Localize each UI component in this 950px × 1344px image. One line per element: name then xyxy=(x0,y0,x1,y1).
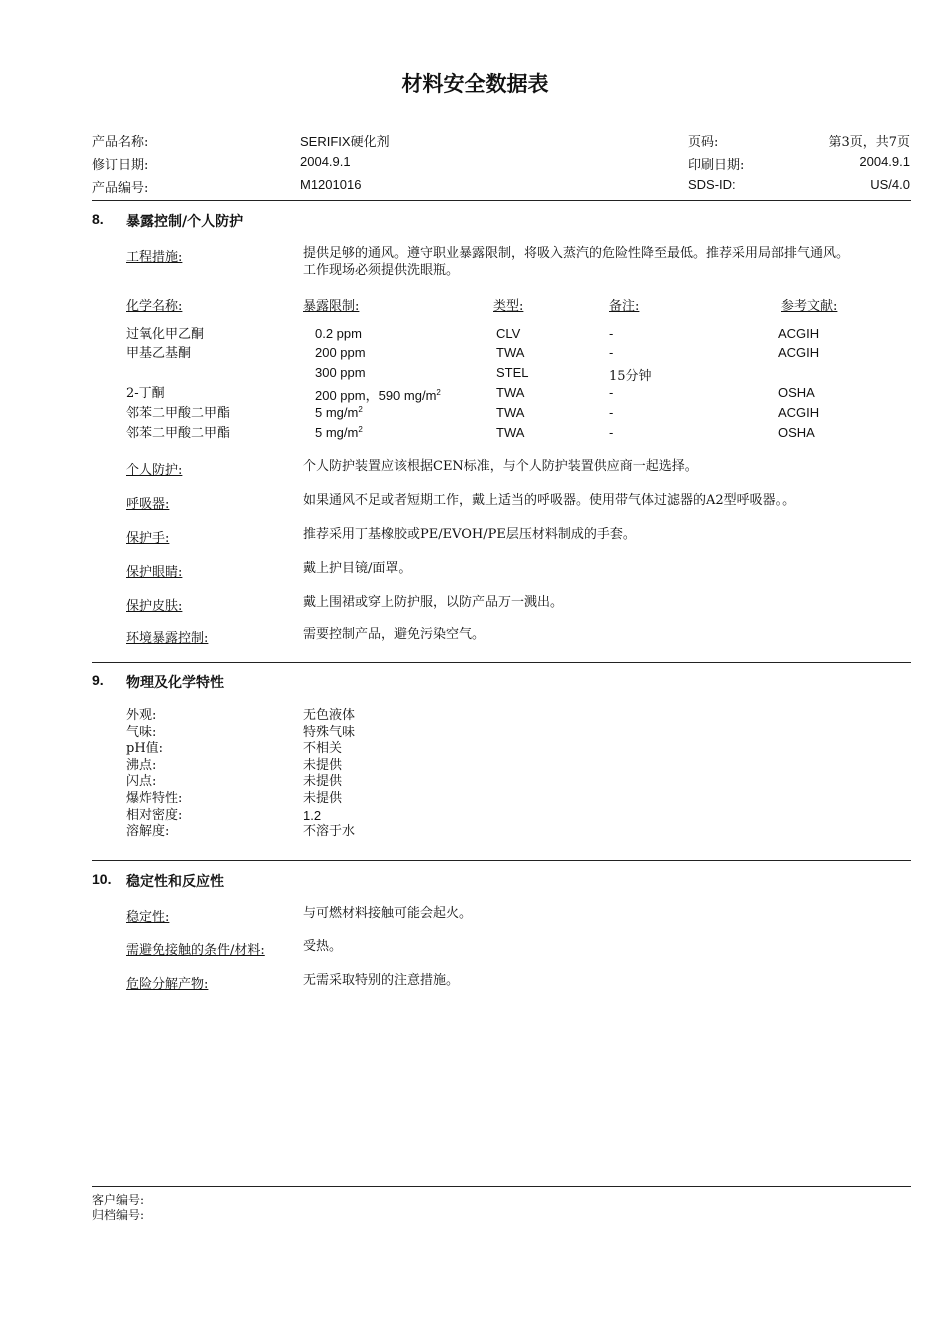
ppe-label: 个人防护: xyxy=(126,463,183,478)
product-code-value: M1201016 xyxy=(300,177,362,192)
table-row-reference: ACGIH xyxy=(778,326,820,341)
table-row-reference: OSHA xyxy=(778,425,815,440)
stability-text: 与可燃材料接触可能会起火。 xyxy=(303,906,473,921)
property-value: 无色液体 xyxy=(303,708,356,723)
engineering-text-line1: 提供足够的通风。遵守职业暴露限制，将吸入蒸汽的危险性降至最低。推荐采用局部排气通风。 xyxy=(303,246,850,261)
table-row-limit: 200 ppm xyxy=(315,345,366,360)
property-value: 未提供 xyxy=(303,757,343,773)
limit-superscript: 2 xyxy=(358,425,363,434)
section10-number: 10. xyxy=(92,871,112,887)
table-row-type: CLV xyxy=(496,326,521,341)
table-row-type: TWA xyxy=(496,385,525,400)
header-divider xyxy=(92,200,911,201)
property-label: pH值: xyxy=(126,741,164,757)
table-row-limit: 0.2 ppm xyxy=(315,326,362,341)
property-label: 气味: xyxy=(126,724,157,740)
skin-protection-label: 保护皮肤: xyxy=(126,599,183,614)
property-value: 不溶于水 xyxy=(303,824,356,840)
section10-title: 稳定性和反应性 xyxy=(126,874,224,890)
property-label: 闪点: xyxy=(126,774,157,790)
hand-protection-text: 推荐采用丁基橡胶或PE/EVOH/PE层压材料制成的手套。 xyxy=(303,527,636,542)
archive-number-label: 归档编号: xyxy=(92,1208,145,1222)
table-row-note: - xyxy=(609,425,614,440)
table-row-note: - xyxy=(609,385,614,400)
customer-number-label: 客户编号: xyxy=(92,1193,145,1207)
table-row-limit: 300 ppm xyxy=(315,365,366,380)
avoid-conditions-label: 需避免接触的条件/材料: xyxy=(126,943,265,958)
skin-protection-text: 戴上围裙或穿上防护服，以防产品万一溅出。 xyxy=(303,595,564,610)
property-label: 溶解度: xyxy=(126,824,170,840)
table-row-limit xyxy=(315,405,363,420)
table-row-note: - xyxy=(609,326,614,341)
section8-divider xyxy=(92,662,911,663)
stability-label: 稳定性: xyxy=(126,910,170,925)
table-row-limit xyxy=(315,385,441,404)
limit-text: 5 mg/m xyxy=(315,425,359,440)
revision-date-label: 修订日期: xyxy=(92,158,149,173)
table-row-note: - xyxy=(609,345,614,360)
section8-title: 暴露控制/个人防护 xyxy=(126,214,244,230)
table-row-chemical: 过氧化甲乙酮 xyxy=(126,327,205,342)
footer-divider xyxy=(92,1186,911,1187)
section9-number: 9. xyxy=(92,672,104,688)
limit-superscript: 2 xyxy=(436,388,441,397)
document-title: 材料安全数据表 xyxy=(401,72,549,96)
table-row-chemical: 甲基乙基酮 xyxy=(126,346,192,361)
product-name-label: 产品名称: xyxy=(92,135,149,150)
eye-protection-label: 保护眼睛: xyxy=(126,565,183,580)
avoid-conditions-text: 受热。 xyxy=(303,939,343,954)
revision-date-value: 2004.9.1 xyxy=(300,154,351,169)
section8-number: 8. xyxy=(92,211,104,227)
property-value: 未提供 xyxy=(303,774,343,790)
print-date-value: 2004.9.1 xyxy=(859,154,910,169)
table-row-chemical: 2-丁酮 xyxy=(126,386,165,401)
table-row-reference: OSHA xyxy=(778,385,815,400)
table-row-note: 15分钟 xyxy=(609,369,652,384)
engineering-text-line2: 工作现场必须提供洗眼瓶。 xyxy=(303,263,460,278)
respirator-text: 如果通风不足或者短期工作，戴上适当的呼吸器。使用带气体过滤器的A2型呼吸器。。 xyxy=(303,493,796,508)
table-row-note: - xyxy=(609,405,614,420)
page-value: 第3页，共7页 xyxy=(828,135,910,150)
properties-labels xyxy=(126,708,182,841)
environmental-control-label: 环境暴露控制: xyxy=(126,631,209,646)
col-header-limit: 暴露限制: xyxy=(303,299,360,314)
property-label: 爆炸特性: xyxy=(126,790,183,806)
property-value: 不相关 xyxy=(303,741,343,757)
property-label: 沸点: xyxy=(126,757,157,773)
table-row-type: TWA xyxy=(496,425,525,440)
table-row-reference: ACGIH xyxy=(778,345,820,360)
ppe-text: 个人防护装置应该根据CEN标准，与个人防护装置供应商一起选择。 xyxy=(303,459,698,474)
environmental-control-text: 需要控制产品，避免污染空气。 xyxy=(303,627,486,642)
product-code-label: 产品编号: xyxy=(92,181,149,196)
table-row-type: TWA xyxy=(496,405,525,420)
table-row-limit xyxy=(315,425,363,440)
product-name-value: SERIFIX硬化剂 xyxy=(300,134,390,149)
table-row-reference: ACGIH xyxy=(778,405,820,420)
table-row-type: TWA xyxy=(496,345,525,360)
property-value: 未提供 xyxy=(303,790,343,806)
hand-protection-label: 保护手: xyxy=(126,531,170,546)
section9-divider xyxy=(92,860,911,861)
col-header-reference: 参考文献: xyxy=(781,299,838,314)
print-date-label: 印刷日期: xyxy=(688,158,745,173)
property-value: 1.2 xyxy=(303,807,322,823)
col-header-note: 备注: xyxy=(609,299,640,314)
limit-superscript: 2 xyxy=(358,405,363,414)
eye-protection-text: 戴上护目镜/面罩。 xyxy=(303,561,412,576)
col-header-type: 类型: xyxy=(493,299,524,314)
table-row-chemical: 邻苯二甲酸二甲酯 xyxy=(126,406,231,421)
sds-id-label: SDS-ID: xyxy=(688,177,736,192)
property-label: 外观: xyxy=(126,708,157,723)
section9-title: 物理及化学特性 xyxy=(126,675,224,691)
engineering-label: 工程措施: xyxy=(126,250,183,265)
sds-id-value: US/4.0 xyxy=(870,177,910,192)
limit-text: 5 mg/m xyxy=(315,405,359,420)
table-row-chemical: 邻苯二甲酸二甲酯 xyxy=(126,426,231,441)
table-row-type: STEL xyxy=(496,365,529,380)
properties-values xyxy=(303,708,355,841)
decomposition-label: 危险分解产物: xyxy=(126,977,209,992)
respirator-label: 呼吸器: xyxy=(126,497,170,512)
property-label: 相对密度: xyxy=(126,807,183,823)
col-header-chemical: 化学名称: xyxy=(126,299,183,314)
limit-text: 200 ppm，590 mg/m xyxy=(315,388,437,403)
page-label: 页码: xyxy=(688,135,719,150)
decomposition-text: 无需采取特别的注意措施。 xyxy=(303,973,460,988)
property-value: 特殊气味 xyxy=(303,724,356,740)
